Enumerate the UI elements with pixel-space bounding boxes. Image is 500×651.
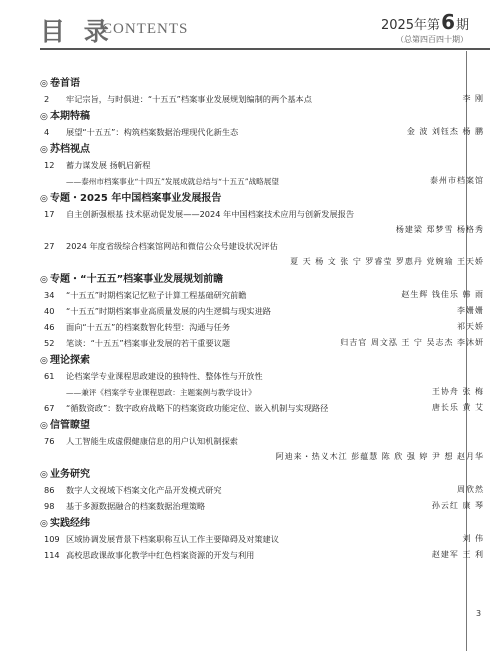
section-marker-icon: ◎ <box>40 194 48 204</box>
toc-text: 27 <box>44 241 55 251</box>
toc-text: 蓄力谋发展 扬帆启新程 <box>66 160 151 170</box>
toc-text: 唐长乐 黄 艾 <box>431 403 484 412</box>
section-marker-icon: ◎ <box>40 79 48 89</box>
toc-text: 12 <box>44 160 55 170</box>
toc-text: 2024 年度省级综合档案馆网站和微信公众号建设状况评估 <box>66 241 278 251</box>
toc-text: 李 刚 <box>462 94 484 103</box>
section-marker-icon: ◎ <box>40 275 48 285</box>
title-cn: 目 录 <box>40 17 114 46</box>
toc-entry[interactable] <box>40 335 486 351</box>
total-issue: （总第四百四十期） <box>396 35 468 44</box>
toc-text: 区域协调发展背景下档案职称互认工作主要障碍及对策建议 <box>66 534 279 544</box>
toc-text: 人工智能生成虚假健康信息的用户认知机制探索 <box>66 436 238 446</box>
section-marker-icon: ◎ <box>40 356 48 366</box>
toc-entry[interactable] <box>40 319 486 335</box>
toc-text: 34 <box>44 290 55 300</box>
toc-text: 苏档视点 <box>50 144 90 155</box>
toc-text: 52 <box>44 338 55 348</box>
toc-text: 信管瞭望 <box>50 420 90 431</box>
section-heading <box>40 140 486 157</box>
toc-text: 专题・2025 年中国档案事业发展报告 <box>50 193 222 204</box>
toc-text: 本期特稿 <box>50 111 90 122</box>
toc-text: 刘 伟 <box>462 534 484 543</box>
issue-label <box>381 10 469 34</box>
toc-text: 86 <box>44 485 55 495</box>
toc-text: 论档案学专业课程思政建设的独特性、整体性与开放性 <box>66 371 263 381</box>
toc-entry[interactable] <box>40 206 486 222</box>
toc-text: 赵生辉 钱佳乐 韩 雨 <box>401 290 484 299</box>
year-suffix: 年第 <box>414 18 441 33</box>
toc-entry[interactable] <box>40 547 486 563</box>
toc-text: 赵建军 王 利 <box>431 550 484 559</box>
toc-entry[interactable] <box>40 303 486 319</box>
section-marker-icon: ◎ <box>40 519 48 529</box>
toc-entry[interactable] <box>40 124 486 140</box>
year: 2025 <box>380 18 415 33</box>
toc-entry[interactable] <box>40 368 486 384</box>
toc-text: 王协舟 张 梅 <box>431 387 484 396</box>
section-marker-icon: ◎ <box>40 470 48 480</box>
section-heading <box>40 74 486 91</box>
toc-entry[interactable] <box>40 238 486 254</box>
toc-entry-subtitle[interactable] <box>40 173 486 189</box>
issue-number: 6 <box>441 10 455 34</box>
toc-entry[interactable] <box>40 400 486 416</box>
toc-entry-subtitle[interactable] <box>40 384 486 400</box>
toc-entry[interactable] <box>40 482 486 498</box>
section-heading <box>40 107 486 124</box>
toc-text: 2 <box>44 94 50 104</box>
toc-text: ——兼评《档案学专业课程思政：主题案例与教学设计》 <box>66 388 256 397</box>
toc-text: 专题・“十五五”档案事业发展规划前瞻 <box>50 274 224 285</box>
toc-entry[interactable] <box>40 287 486 303</box>
toc-text: 高校思政课故事化教学中红色档案资源的开发与利用 <box>66 550 255 560</box>
toc-entry[interactable] <box>40 531 486 547</box>
section-marker-icon: ◎ <box>40 421 48 431</box>
toc-text: 4 <box>44 127 50 137</box>
toc-text: 基于多源数据融合的档案数据治理策略 <box>66 501 206 511</box>
section-marker-icon: ◎ <box>40 145 48 155</box>
toc-text: 17 <box>44 209 55 219</box>
toc-entry[interactable] <box>40 157 486 173</box>
toc-text: “十五五”时期档案事业高质量发展的内生逻辑与现实进路 <box>66 306 271 316</box>
toc-text: 业务研究 <box>50 469 90 480</box>
toc-text: 自主创新强根基 技术驱动促发展——2024 年中国档案技术应用与创新发展报告 <box>66 209 355 219</box>
toc-text: 76 <box>44 436 55 446</box>
toc-text: 泰州市档案馆 <box>430 176 484 185</box>
toc-text: 40 <box>44 306 55 316</box>
title-en: CONTENTS <box>102 21 189 37</box>
author-line: 夏 天 杨 文 张 宁 罗睿莹 罗惠丹 党婉瑜 王天娇 <box>290 257 484 266</box>
toc-text: 祁天娇 <box>457 322 484 331</box>
toc-text: “循数资政”：数字政府战略下的档案资政功能定位、嵌入机制与实现路径 <box>66 403 329 413</box>
toc-entry[interactable] <box>40 498 486 514</box>
toc-text: 展望“十五五”：构筑档案数据治理现代化新生态 <box>66 127 239 137</box>
toc-text: 数字人文视域下档案文化产品开发模式研究 <box>66 485 222 495</box>
toc-text: 46 <box>44 322 55 332</box>
toc-list <box>40 74 486 563</box>
toc-text: 109 <box>44 534 60 544</box>
toc-text: “十五五”时期档案记忆粒子计算工程基础研究前瞻 <box>66 290 247 300</box>
section-heading <box>40 189 486 206</box>
toc-text: 周欣然 <box>457 485 484 494</box>
toc-text: 实践经纬 <box>50 518 90 529</box>
toc-text: 孙云红 康 琴 <box>431 501 484 510</box>
toc-text: 金 波 刘钰杰 杨 鹏 <box>406 127 484 136</box>
issue-suffix: 期 <box>455 18 469 33</box>
toc-text: 面向“十五五”的档案数智化转型：沟通与任务 <box>66 322 231 332</box>
toc-text: 李姗姗 <box>457 306 484 315</box>
toc-text: 卷首语 <box>50 78 80 89</box>
section-heading <box>40 514 486 531</box>
toc-entry[interactable] <box>40 91 486 107</box>
toc-text: 牢记宗旨，与时俱进：“十五五”档案事业发展规划编制的两个基本点 <box>66 94 312 104</box>
toc-text: ——泰州市档案事业“十四五”发展成就总结与“十五五”战略展望 <box>66 177 279 186</box>
toc-text: 归吉官 周文泓 王 宁 吴志杰 李沐妍 <box>340 338 484 347</box>
toc-text: 61 <box>44 371 55 381</box>
toc-text: 98 <box>44 501 55 511</box>
section-heading <box>40 416 486 433</box>
author-line: 阿迪来・热义木江 彭蕴慧 陈 欣 强 婷 尹 想 赵月华 <box>275 452 484 461</box>
section-heading <box>40 270 486 287</box>
section-heading <box>40 465 486 482</box>
page-number: 3 <box>476 609 482 618</box>
toc-text: 67 <box>44 403 55 413</box>
header-rule <box>40 48 490 50</box>
section-marker-icon: ◎ <box>40 112 48 122</box>
toc-text: 114 <box>44 550 60 560</box>
section-heading <box>40 351 486 368</box>
page-header <box>40 10 484 46</box>
toc-entry[interactable] <box>40 433 486 449</box>
author-line: 杨建梁 郑梦雪 杨格秀 <box>395 225 484 234</box>
toc-text: 理论探索 <box>50 355 90 366</box>
toc-text: 笔谈：“十五五”档案事业发展的若干重要议题 <box>66 338 231 348</box>
